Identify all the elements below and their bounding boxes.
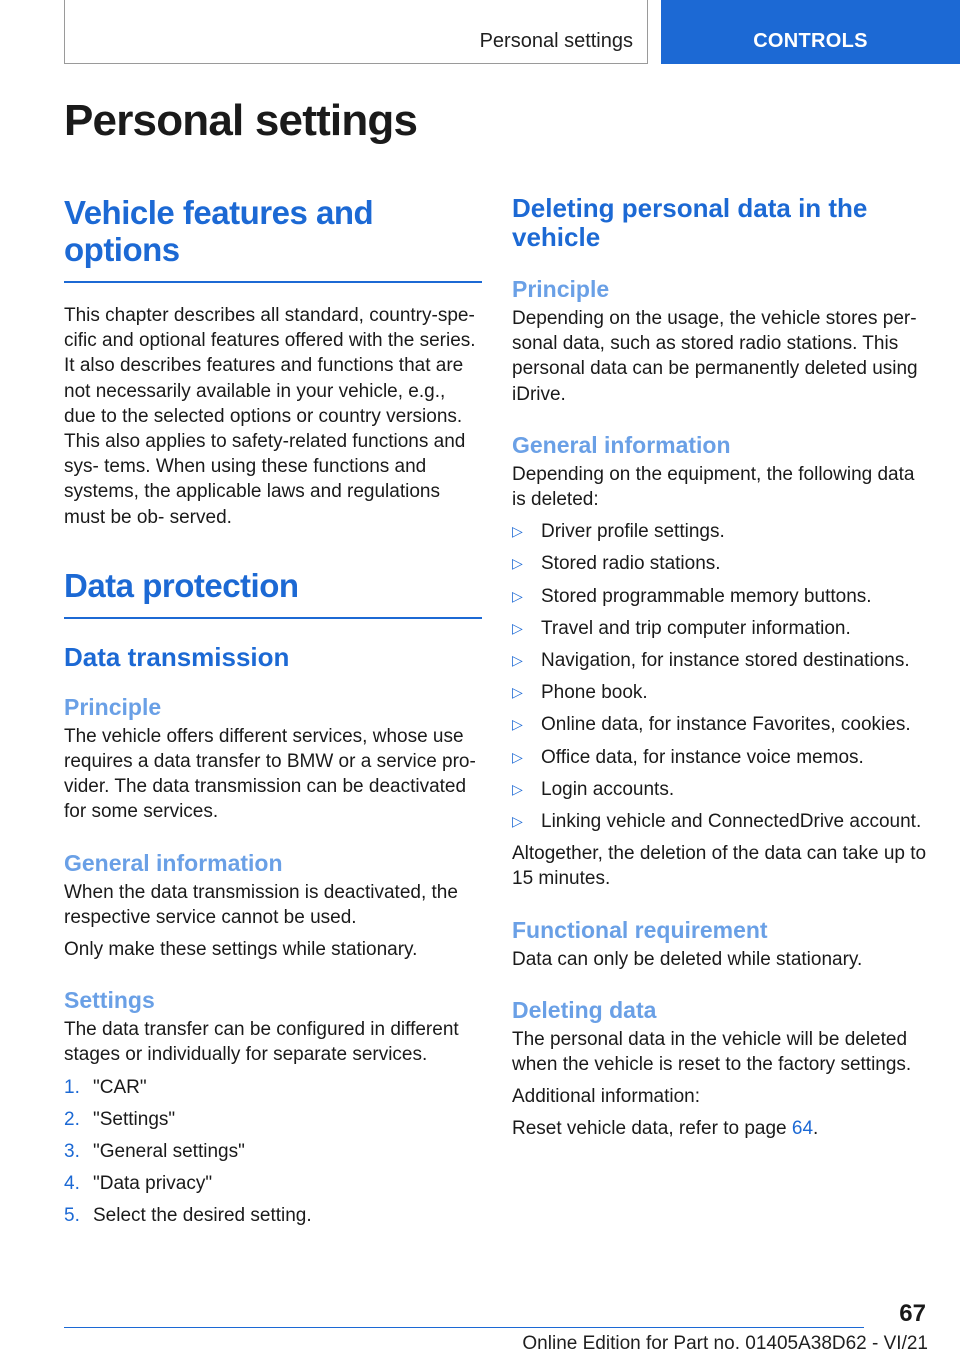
heading-data-protection: Data protection bbox=[64, 566, 299, 604]
list-item bbox=[64, 1107, 482, 1132]
functional-requirement-text: Data can only be deleted while stationary. bbox=[512, 948, 863, 970]
chapter-tab-label: CONTROLS bbox=[753, 30, 868, 52]
list-item bbox=[64, 1203, 482, 1228]
footer-edition: Online Edition for Part no. 01405A38D62 - VI/21 bbox=[522, 1333, 928, 1354]
running-header-section: Personal settings bbox=[479, 30, 633, 52]
step-number: 4. bbox=[64, 1173, 80, 1195]
step-text: "Data privacy" bbox=[93, 1173, 213, 1195]
list-item: ▷ Travel and trip computer information. bbox=[512, 616, 928, 641]
triangle-bullet-icon: ▷ bbox=[512, 619, 523, 636]
triangle-bullet-icon: ▷ bbox=[512, 587, 523, 604]
general-information-note: Only make these settings while stationary. bbox=[64, 939, 418, 961]
heading-vehicle-features: Vehicle features and options bbox=[64, 194, 374, 268]
heading-deleting-data: Deleting data bbox=[512, 996, 657, 1023]
general-information-text: Depending on the equipment, the following data is deleted: bbox=[512, 463, 915, 511]
list-item: ▷ Stored programmable memory buttons. bbox=[512, 584, 928, 609]
list-item: ▷ Navigation, for instance stored destinations. bbox=[512, 648, 928, 673]
step-text: "General settings" bbox=[93, 1141, 245, 1163]
step-text: "CAR" bbox=[93, 1076, 147, 1098]
page-title: Personal settings bbox=[64, 96, 418, 145]
heading-functional-requirement: Functional requirement bbox=[512, 916, 768, 943]
general-information-text: When the data transmission is deactivated, the respective service cannot be used. bbox=[64, 881, 458, 928]
triangle-bullet-icon: ▷ bbox=[512, 748, 523, 765]
right-column bbox=[512, 190, 928, 1142]
list-item bbox=[64, 1139, 482, 1164]
triangle-bullet-icon: ▷ bbox=[512, 523, 523, 540]
vehicle-features-text: This chapter describes all standard, country-spe- cific and optional features offered with the series. It also describes features and functions that are not necessarily available in your vehicle, e.g., due to the selected options or country versions. This also applies to safety-related functions and sys- tems. When using these functions and systems, the applicable laws and regulations must be ob- served. bbox=[64, 305, 476, 528]
step-number: 2. bbox=[64, 1108, 80, 1130]
list-item: ▷ Linking vehicle and ConnectedDrive account. bbox=[512, 809, 928, 834]
step-number: 5. bbox=[64, 1205, 80, 1227]
heading-data-transmission: Data transmission bbox=[64, 641, 290, 672]
footer-rule bbox=[64, 1327, 864, 1328]
deleting-data-text: The personal data in the vehicle will be deleted when the vehicle is reset to the factory settings. bbox=[512, 1028, 912, 1076]
list-item: ▷ Driver profile settings. bbox=[512, 519, 928, 544]
list-item: ▷ Login accounts. bbox=[512, 777, 928, 802]
triangle-bullet-icon: ▷ bbox=[512, 780, 523, 797]
chapter-tab[interactable] bbox=[661, 0, 960, 64]
principle-text: The vehicle offers different services, whose use requires a data transfer to BMW or a service pro- vider. The data transmission can be deactivated for some services. bbox=[64, 725, 476, 823]
triangle-bullet-icon: ▷ bbox=[512, 652, 523, 669]
heading-rule bbox=[64, 617, 482, 619]
additional-information-label: Additional information: bbox=[512, 1086, 700, 1108]
page-reference-link[interactable]: 64 bbox=[791, 1118, 814, 1140]
deleted-data-list bbox=[512, 519, 928, 834]
triangle-bullet-icon: ▷ bbox=[512, 555, 523, 572]
heading-general-information: General information bbox=[64, 849, 283, 876]
list-item: ▷ Phone book. bbox=[512, 680, 928, 705]
page-number: 67 bbox=[899, 1300, 926, 1327]
list-item: ▷ Office data, for instance voice memos. bbox=[512, 745, 928, 770]
heading-general-information: General information bbox=[512, 431, 731, 458]
settings-steps bbox=[64, 1075, 482, 1229]
heading-rule bbox=[64, 281, 482, 283]
left-column bbox=[64, 190, 482, 1229]
heading-principle: Principle bbox=[512, 276, 610, 302]
principle-text: Depending on the usage, the vehicle stores per- sonal data, such as stored radio stations. This personal data can be permanently deleted using iDrive. bbox=[512, 308, 918, 405]
settings-text: The data transfer can be configured in different stages or individually for separate services. bbox=[64, 1019, 459, 1066]
triangle-bullet-icon: ▷ bbox=[512, 813, 523, 830]
reset-reference: Reset vehicle data, refer to page 64. bbox=[512, 1118, 819, 1140]
running-header-box bbox=[64, 0, 648, 64]
step-number: 1. bbox=[64, 1076, 80, 1098]
heading-principle: Principle bbox=[64, 693, 162, 720]
list-item bbox=[64, 1171, 482, 1196]
list-item bbox=[64, 1075, 482, 1100]
step-number: 3. bbox=[64, 1141, 80, 1163]
deletion-duration-text: Altogether, the deletion of the data can take up to 15 minutes. bbox=[512, 843, 927, 890]
heading-settings: Settings bbox=[64, 987, 155, 1014]
heading-deleting-personal-data: Deleting personal data in the vehicle bbox=[512, 193, 868, 252]
list-item: ▷ Stored radio stations. bbox=[512, 551, 928, 576]
triangle-bullet-icon: ▷ bbox=[512, 684, 523, 701]
list-item: ▷ Online data, for instance Favorites, cookies. bbox=[512, 712, 928, 737]
triangle-bullet-icon: ▷ bbox=[512, 716, 523, 733]
step-text: "Settings" bbox=[93, 1108, 176, 1130]
step-text: Select the desired setting. bbox=[93, 1205, 312, 1227]
